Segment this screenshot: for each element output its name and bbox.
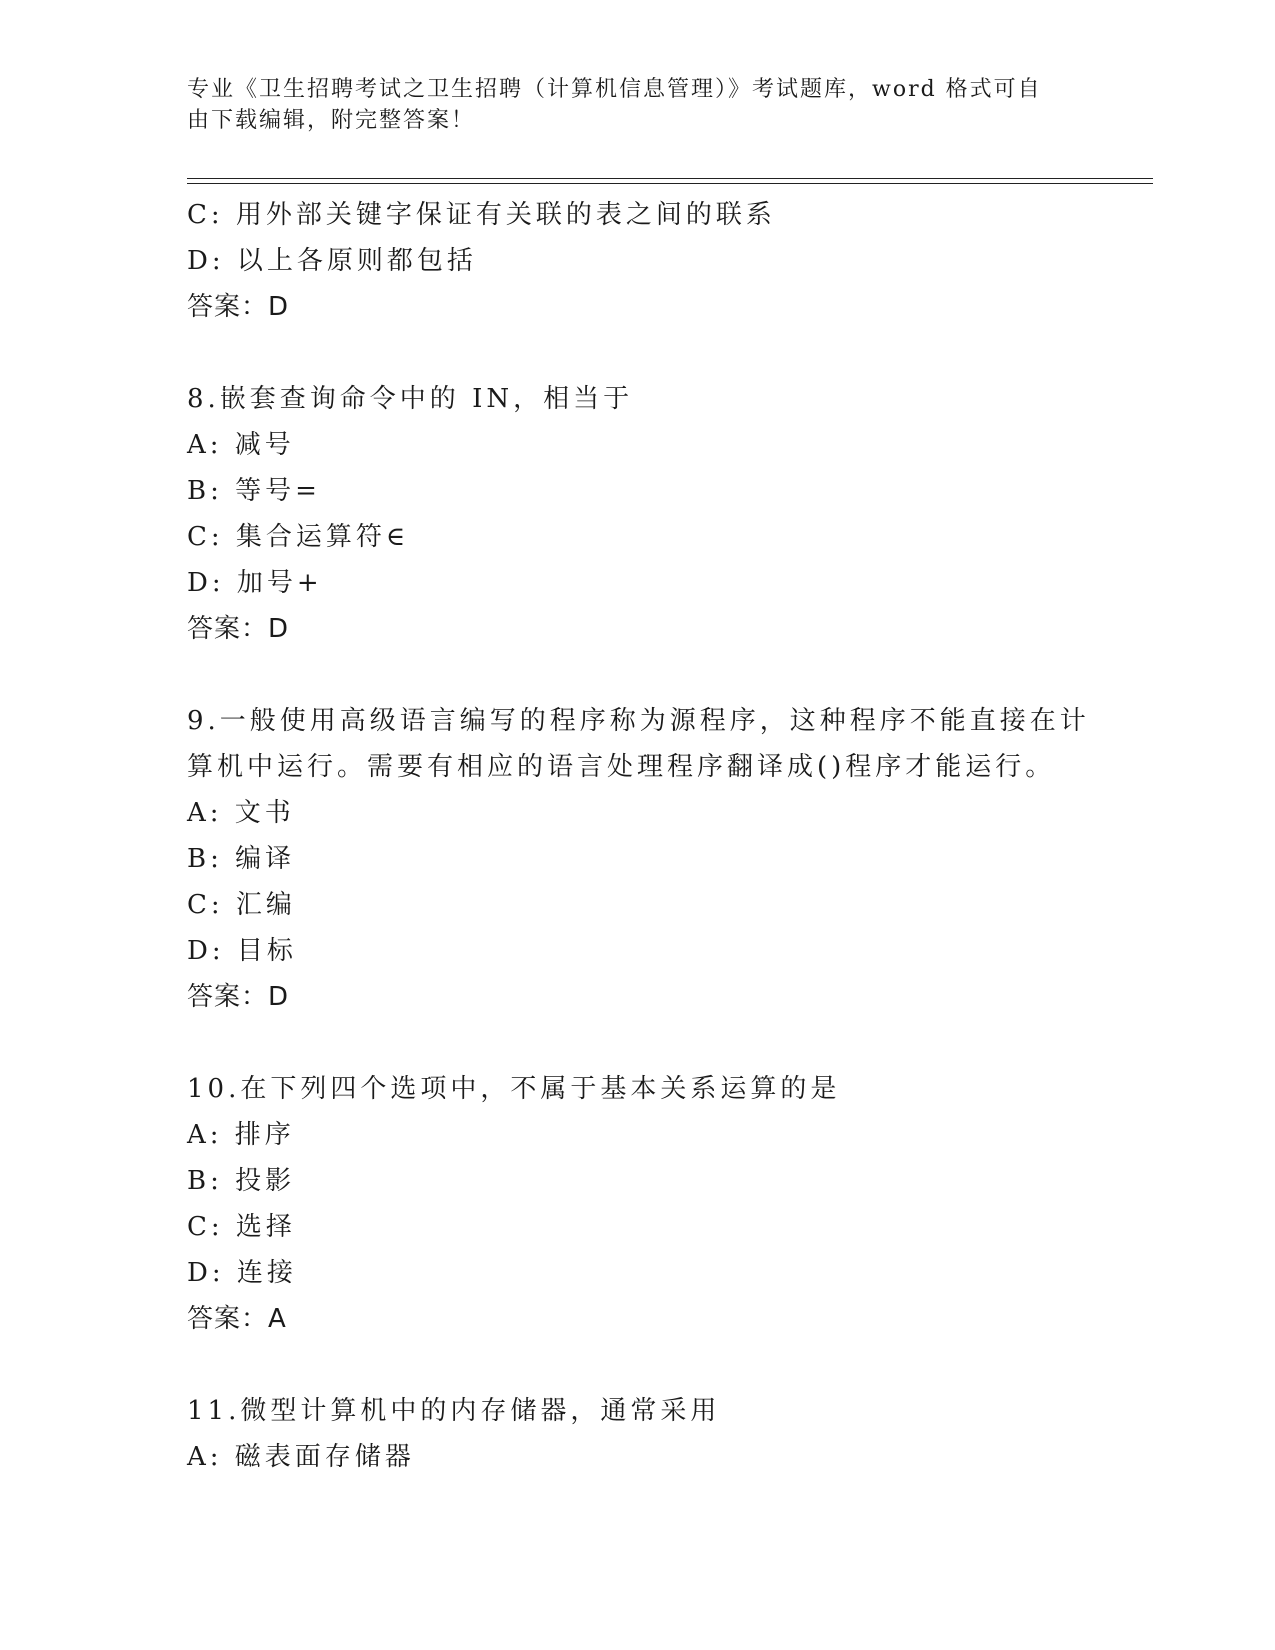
question-stem: 9.一般使用高级语言编写的程序称为源程序，这种程序不能直接在计 [187, 706, 1090, 736]
header-divider-bottom [187, 183, 1153, 184]
option-d: D: 目标 [187, 936, 297, 966]
question-stem: 8.嵌套查询命令中的 IN，相当于 [187, 384, 634, 414]
option-c: C: 汇编 [187, 890, 296, 920]
question-list [187, 192, 1090, 1480]
option-d: D: 连接 [187, 1258, 297, 1288]
question-spacer [187, 1342, 1087, 1388]
option-d: D: 加号+ [187, 568, 323, 598]
question-11 [187, 1388, 1087, 1480]
option-a: A: 减号 [187, 430, 295, 460]
header-line-2: 由下载编辑，附完整答案！ [187, 108, 476, 133]
question-spacer [187, 1020, 1087, 1066]
answer-line: 答案：D [187, 614, 290, 644]
question-carryover [187, 192, 1087, 330]
question-spacer [187, 652, 1087, 698]
option-b: B: 编译 [187, 844, 296, 874]
header-line-1: 专业《卫生招聘考试之卫生招聘（计算机信息管理）》考试题库，word 格式可自 [187, 77, 1042, 102]
option-c: C: 选择 [187, 1212, 296, 1242]
option-a: A: 文书 [187, 798, 295, 828]
option-d: D: 以上各原则都包括 [187, 246, 477, 276]
question-8 [187, 376, 1087, 652]
answer-line: 答案：D [187, 292, 290, 322]
question-9 [187, 698, 1090, 1020]
question-stem: 10.在下列四个选项中，不属于基本关系运算的是 [187, 1074, 841, 1104]
header-divider-top [187, 178, 1153, 179]
option-a: A: 排序 [187, 1120, 295, 1150]
document-header [187, 74, 1067, 136]
option-c: C: 集合运算符∈ [187, 522, 410, 552]
question-stem: 11.微型计算机中的内存储器，通常采用 [187, 1396, 721, 1426]
question-10 [187, 1066, 1087, 1342]
option-a: A: 磁表面存储器 [187, 1442, 415, 1472]
option-c: C: 用外部关键字保证有关联的表之间的联系 [187, 200, 776, 230]
answer-line: 答案：D [187, 982, 290, 1012]
answer-line: 答案：A [187, 1304, 287, 1334]
option-b: B: 投影 [187, 1166, 296, 1196]
question-spacer [187, 330, 1087, 376]
question-stem-continued: 算机中运行。需要有相应的语言处理程序翻译成()程序才能运行。 [187, 752, 1056, 782]
option-b: B: 等号= [187, 476, 321, 506]
